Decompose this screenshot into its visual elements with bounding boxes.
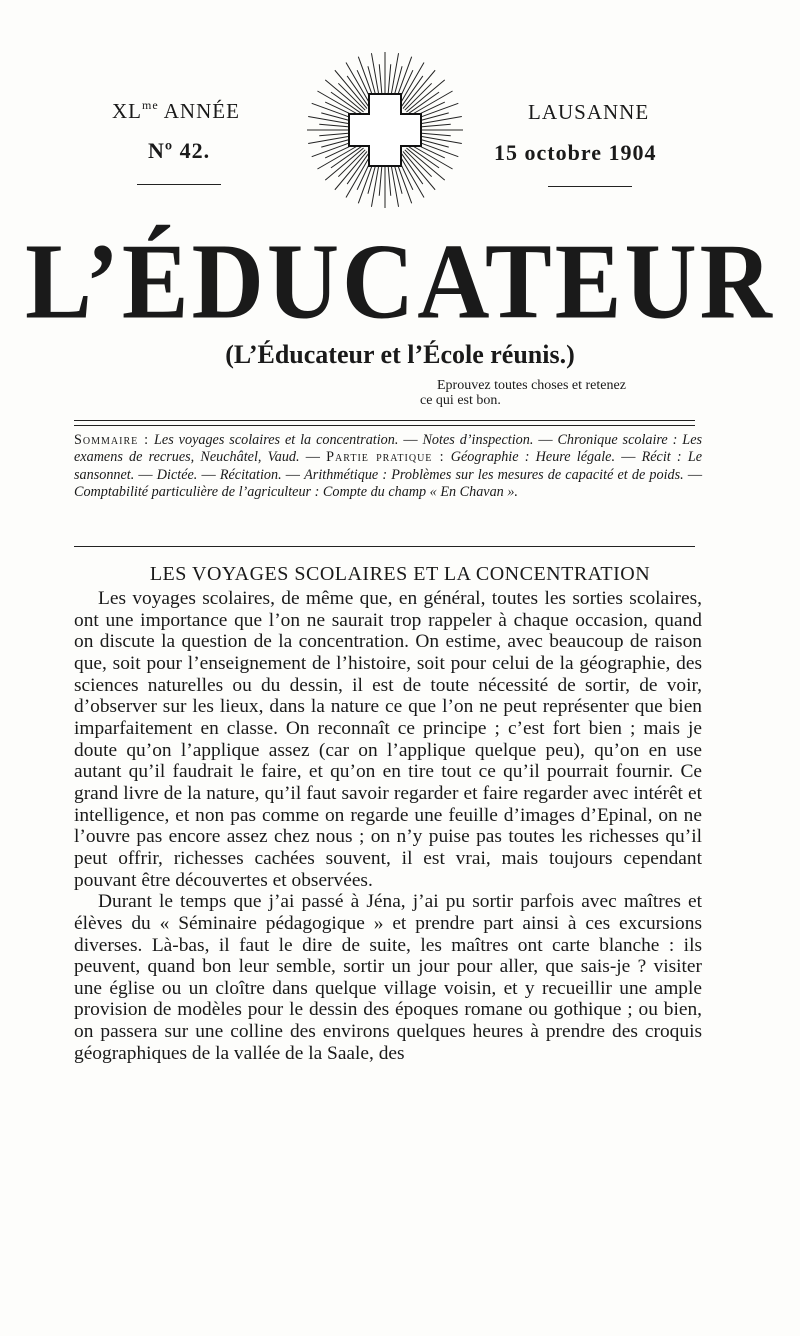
year-word: ANNÉE: [163, 99, 240, 123]
article-body: [74, 588, 702, 1064]
table-of-contents: [74, 432, 702, 502]
toc-separator: —: [615, 449, 642, 466]
article-heading: LES VOYAGES SCOLAIRES ET LA CONCENTRATION: [149, 563, 651, 585]
swiss-cross-icon: [305, 50, 465, 210]
toc-item: Comptabilité particulière de l’agriculteur : Compte du champ « En Chavan ».: [74, 484, 518, 501]
motto-line-2: ce qui est bon.: [420, 393, 501, 408]
city: LAUSANNE: [528, 100, 650, 124]
masthead-subtitle: (L’Éducateur et l’École réunis.): [225, 340, 575, 369]
toc-separator: —: [533, 432, 558, 448]
summary-top-rule: [74, 420, 695, 421]
toc-item: Chronique scolaire : Les examens de recrues, Neuchâtel, Vaud.: [74, 432, 703, 466]
right-header-rule: [548, 186, 632, 187]
toc-item: Notes d’inspection.: [422, 432, 534, 448]
issue-date: 15 octobre 1904: [494, 140, 657, 165]
toc-separator: —: [683, 466, 703, 483]
toc-separator: —: [299, 449, 327, 466]
toc-item: Récit : Le sansonnet.: [74, 449, 703, 483]
toc-separator: —: [281, 466, 305, 483]
masthead-title: L’ÉDUCATEUR: [25, 221, 775, 342]
toc-item: Géographie : Heure légale.: [450, 449, 615, 466]
summary-bottom-rule: [74, 546, 695, 547]
motto: [420, 378, 626, 408]
toc-label: Sommaire :: [74, 432, 150, 448]
motto-line-1: Eprouvez toutes choses et retenez: [437, 378, 626, 393]
year-superscript: me: [142, 98, 159, 112]
toc-separator: —: [398, 432, 423, 448]
issue-number: Nº 42.: [148, 138, 211, 163]
article-paragraph: Les voyages scolaires, de même que, en général, toutes les sorties scolaires, ont une importance que l’on ne saurait trop rappeler à chaque occasion, quand on discute la question de la concentration. On estime, avec beaucoup de raison que, soit pour l’enseignement de l’histoire, soit pour celui de la géographie, des sciences naturelles ou du dessin, il est de toute nécessité de sortir, de voir, d’observer sur les lieux, dans la nature ce que l’on ne peut représenter que bien imparfaitement en classe. On reconnaît ce principe ; c’est fort bien ; mais je doute qu’on l’applique assez (car on l’applique quelque peu), qu’on en use autant qu’il faudrait le faire, et qu’on en tire tout ce qu’il pourrait fournir. Ce grand livre de la nature, qu’il faut savoir regarder et faire regarder avec intérêt et intelligence, et non pas comme on regarde une feuille d’images d’Epinal, on ne l’ouvre pas encore assez chez nous ; on n’y puise pas toutes les richesses qu’il peut offrir, richesses cachées souvent, il est vrai, mais toujours cependant pouvant être découvertes et observées.: [74, 588, 702, 891]
year-volume: [112, 98, 240, 124]
toc-item: Dictée.: [156, 466, 198, 483]
article-paragraph: Durant le temps que j’ai passé à Jéna, j’ai pu sortir parfois avec maîtres et élèves du « Séminaire pédagogique » et prendre part ainsi à ces excursions diverses. Là-bas, il faut le dire de suite, les maîtres ont carte blanche : ils peuvent, quand bon leur semble, sortir un jour pour aller, que sais-je ? visiter une église ou un cloître dans quelque village voisin, et y recueillir une ample provision de modèles pour le dessin des époques romane ou gothique ; ou bien, on passera sur une colline des environs quelques heures à prendre des croquis géographiques de la vallée de la Saale, des: [74, 891, 702, 1064]
toc-separator: —: [134, 466, 157, 483]
toc-item: Récitation.: [219, 466, 282, 483]
toc-separator: —: [197, 466, 220, 483]
summary-top-rule-2: [74, 425, 695, 426]
swiss-cross-emblem: [305, 50, 465, 210]
toc-section-label: Partie pratique :: [326, 449, 445, 466]
year-roman: XL: [112, 99, 142, 123]
toc-item: Les voyages scolaires et la concentration.: [154, 432, 399, 448]
left-header-rule: [137, 184, 221, 185]
toc-item: Arithmétique : Problèmes sur les mesures de capacité et de poids.: [304, 466, 684, 483]
